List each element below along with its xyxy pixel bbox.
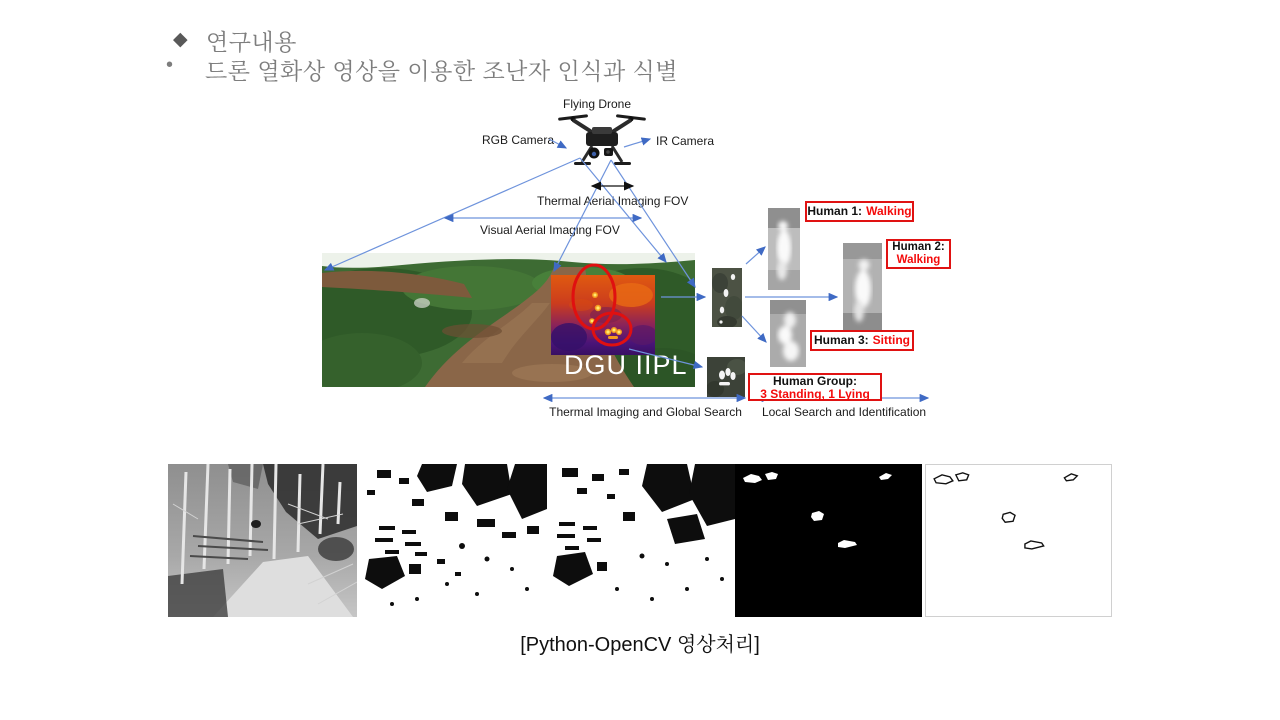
human3-id: Human 3: <box>813 333 869 347</box>
visual-fov-label: Visual Aerial Imaging FOV <box>480 223 620 237</box>
strip-caption: [Python-OpenCV 영상처리] <box>520 634 760 656</box>
human3-crop <box>770 300 806 367</box>
human2-status: Walking <box>896 254 941 266</box>
thermal-grayscale-image <box>168 464 357 617</box>
human2-annotation <box>886 239 951 269</box>
rgb-camera-label: RGB Camera <box>482 133 555 147</box>
human3-status: Sitting <box>872 333 910 347</box>
global-search-label: Thermal Imaging and Global Search <box>549 405 742 419</box>
local-search-label: Local Search and Identification <box>761 405 927 419</box>
human3-annotation <box>810 330 914 351</box>
binary-threshold-image <box>357 464 547 617</box>
ir-camera-label: IR Camera <box>656 134 715 148</box>
thermal-fov-label: Thermal Aerial Imaging FOV <box>537 194 689 208</box>
human-group-id: Human Group: <box>773 374 857 388</box>
human1-status: Walking <box>866 204 912 218</box>
human-group-status: 3 Standing, 1 Lying <box>760 386 870 401</box>
human2-id: Human 2: <box>892 241 945 253</box>
contour-result-image <box>925 464 1112 617</box>
human-group-annotation <box>748 373 882 401</box>
drone-icon <box>556 106 648 176</box>
flying-drone-label: Flying Drone <box>563 97 632 111</box>
binary-morphology-image <box>547 464 735 617</box>
title-diamond-icon: ◆ <box>173 29 188 50</box>
aerial-photo <box>322 253 695 387</box>
human1-id: Human 1: <box>807 204 863 218</box>
slide-title: 연구내용 <box>206 29 297 55</box>
blob-detection-image <box>735 464 922 617</box>
watermark: DGU IIPL <box>564 350 688 380</box>
thermal-crop-persons <box>712 268 742 327</box>
human1-annotation <box>805 201 914 222</box>
thermal-crop-group <box>707 357 745 397</box>
bullet-dot-icon: • <box>166 54 174 76</box>
human1-crop <box>768 208 800 290</box>
human2-crop <box>843 243 882 333</box>
slide-subtitle: 드론 열화상 영상을 이용한 조난자 인식과 식별 <box>205 58 678 84</box>
